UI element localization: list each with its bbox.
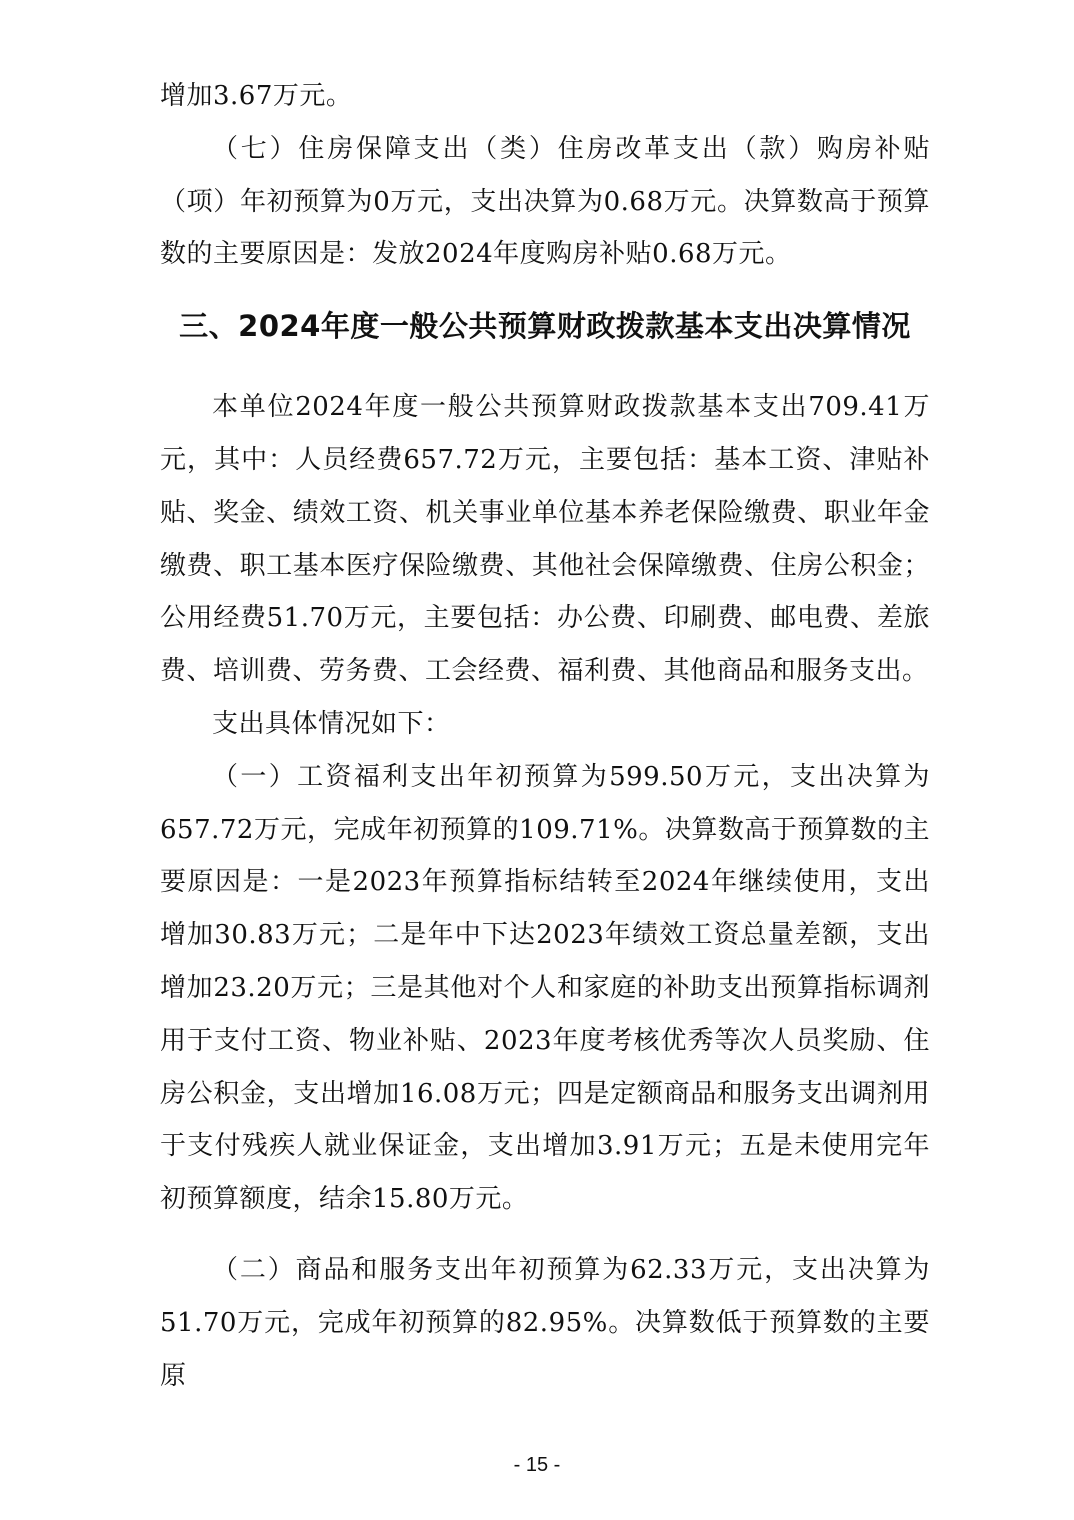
document-body [160, 70, 930, 1402]
paragraph-goods-services: （二）商品和服务支出年初预算为62.33万元，支出决算为51.70万元，完成年初预算的82.95%。决算数低于预算数的主要原 [160, 1254, 930, 1391]
section-heading: 三、2024年度一般公共预算财政拨款基本支出决算情况 [179, 309, 911, 344]
page-number: - 15 - [513, 1454, 561, 1476]
paragraph-details-intro: 支出具体情况如下： [212, 708, 451, 739]
paragraph-basic-expenditure: 本单位2024年度一般公共预算财政拨款基本支出709.41万元，其中：人员经费657.72万元，主要包括：基本工资、津贴补贴、奖金、绩效工资、机关事业单位基本养老保险缴费、职业年金缴费、职工基本医疗保险缴费、其他社会保障缴费、住房公积金；公用经费51.70万元，主要包括：办公费、印刷费、邮电费、差旅费、培训费、劳务费、工会经费、福利费、其他商品和服务支出。 [160, 392, 930, 687]
paragraph-housing-subsidy: （七）住房保障支出（类）住房改革支出（款）购房补贴（项）年初预算为0万元，支出决算为0.68万元。决算数高于预算数的主要原因是：发放2024年度购房补贴0.68万元。 [160, 133, 930, 270]
paragraph-continuation: 增加3.67万元。 [160, 81, 353, 111]
paragraph-wage-welfare: （一）工资福利支出年初预算为599.50万元，支出决算为657.72万元，完成年初预算的109.71%。决算数高于预算数的主要原因是：一是2023年预算指标结转至2024年继续使用，支出增加30.83万元；二是年中下达2023年绩效工资总量差额，支出增加23.20万元；三是其他对个人和家庭的补助支出预算指标调剂用于支付工资、物业补贴、2023年度考核优秀等次人员奖励、住房公积金，支出增加16.08万元；四是定额商品和服务支出调剂用于支付残疾人就业保证金，支出增加3.91万元；五是未使用完年初预算额度，结余15.80万元。 [160, 761, 930, 1215]
